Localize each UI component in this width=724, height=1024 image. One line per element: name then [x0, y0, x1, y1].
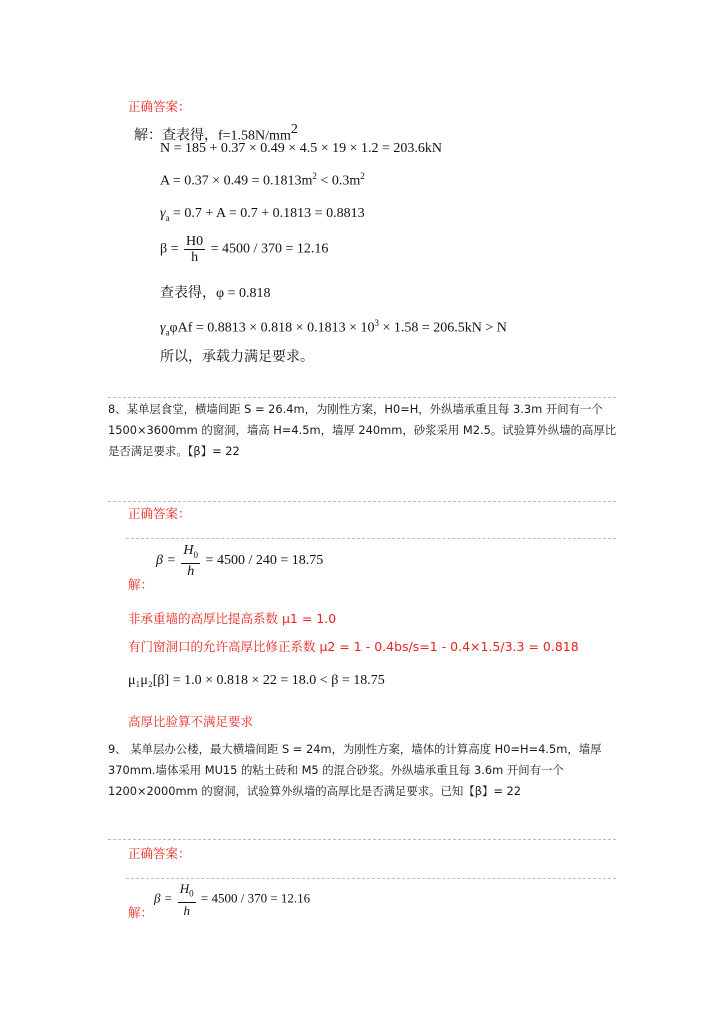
- q8-solution-label: 解：: [128, 577, 154, 592]
- q8-beta-num-h: H: [183, 543, 194, 558]
- answer-label-q8: 正确答案：: [128, 506, 191, 521]
- q7-cap-exp: 3: [374, 318, 379, 328]
- q8-beta-lhs: β =: [156, 553, 176, 569]
- q7-lookup-prefix: 查表得，: [162, 127, 218, 144]
- q7-lookup2-prefix: 查表得，: [160, 285, 216, 301]
- separator: [108, 397, 616, 398]
- q8-beta-num: [181, 543, 200, 564]
- q7-beta-fraction: [184, 234, 205, 265]
- q9-solution-label: 解：: [128, 905, 154, 920]
- q7-eq-a-exp1: 2: [312, 171, 317, 181]
- separator: [108, 839, 616, 840]
- q7-beta-rhs: = 4500 / 370 = 12.16: [210, 241, 329, 257]
- q8-eq-check: μ₁μ₂[β] = 1.0 × 0.818 × 22 = 18.0 < β = 18.75: [128, 673, 385, 688]
- q9-beta-num: [178, 881, 196, 903]
- q8-result: 高厚比验算不满足要求: [128, 714, 254, 729]
- q7-lookup-value: f=1.58N/mm: [218, 128, 291, 144]
- q8-beta-den-h: h: [187, 563, 195, 579]
- q7-lookup2-value: φ = 0.818: [216, 286, 271, 301]
- q9-eq-beta: [154, 881, 310, 918]
- q8-eq-beta: [156, 543, 323, 579]
- q7-cap-sub: a: [165, 327, 170, 338]
- q7-beta-num: H0: [186, 234, 204, 249]
- q9-beta-num-h: H: [179, 881, 190, 896]
- question-8-text: 8、某单层食堂，横墙间距 S = 26.4m，为刚性方案，H0=H，外纵墙承重且每 3.3m 开间有一个 1500×3600mm 的窗洞，墙高 H=4.5m，墙厚 240mm，砂浆采用 M2.5。试验算外纵墙的高厚比是否满足要求。【β】= 22: [108, 402, 617, 458]
- q9-beta-num-sub: 0: [189, 888, 194, 899]
- q7-gamma-rest: = 0.7 + A = 0.7 + 0.1813 = 0.8813: [169, 206, 365, 221]
- q8-mu1-line: 非承重墙的高厚比提高系数 μ1 = 1.0: [128, 611, 337, 626]
- q7-solution-label: 解：: [134, 127, 162, 144]
- q7-cap-gamma: γ: [160, 320, 166, 336]
- q7-eq-a-exp2: 2: [360, 171, 365, 181]
- q8-beta-num-sub: 0: [193, 549, 199, 560]
- q7-cap-mid: φAf = 0.8813 × 0.818 × 0.1813 × 10: [169, 320, 375, 336]
- q8-beta-fraction: [181, 543, 200, 579]
- q7-lookup-exp: 2: [290, 122, 298, 137]
- q7-conclusion: 所以，承载力满足要求。: [160, 349, 314, 365]
- q7-lookup2-line: [160, 282, 270, 302]
- q7-gamma-symbol: γ: [160, 206, 166, 221]
- q7-beta-den: h: [191, 250, 199, 265]
- question-9-text: 9、 某单层办公楼，最大横墙间距 S = 24m，为刚性方案，墙体的计算高度 H0=H=4.5m，墙厚 370mm.墙体采用 MU15 的粘土砖和 M5 的混合砂浆。外纵墙承重且每 3.6m 开间有一个 1200×2000mm 的窗洞，试验算外纵墙的高厚比是否满足要求。已知【β】= 22: [108, 742, 602, 798]
- separator: [126, 878, 616, 879]
- q9-beta-fraction: [178, 881, 196, 918]
- separator: [108, 501, 616, 502]
- separator: [126, 538, 616, 539]
- answer-label-q9: 正确答案：: [128, 846, 191, 861]
- q7-eq-capacity: [160, 318, 507, 337]
- answer-label-q7: 正确答案：: [128, 99, 191, 114]
- q9-beta-den: [178, 903, 196, 918]
- q7-cap-rest: × 1.58 = 206.5kN > N: [378, 320, 507, 336]
- q9-beta-den-h: h: [183, 902, 190, 918]
- q7-eq-beta: [160, 234, 328, 265]
- q7-gamma-sub: a: [165, 212, 170, 223]
- q7-eq-a-main: A = 0.37 × 0.49 = 0.1813m: [160, 173, 313, 189]
- q7-eq-n: N = 185 + 0.37 × 0.49 × 4.5 × 19 × 1.2 = 203.6kN: [160, 141, 442, 156]
- q8-beta-den: [181, 564, 200, 579]
- q8-beta-rhs: = 4500 / 240 = 18.75: [205, 553, 324, 569]
- q7-eq-a: [160, 171, 365, 190]
- q7-eq-a-tail: < 0.3m: [316, 173, 361, 189]
- q7-beta-lhs: β =: [160, 241, 179, 257]
- q8-mu2-line: 有门窗洞口的允许高厚比修正系数 μ2 = 1 - 0.4bs/s=1 - 0.4×1.5/3.3 = 0.818: [128, 639, 579, 654]
- q9-beta-lhs: β =: [154, 890, 173, 906]
- q9-beta-rhs: = 4500 / 370 = 12.16: [200, 890, 311, 906]
- q7-eq-gamma: [160, 206, 365, 223]
